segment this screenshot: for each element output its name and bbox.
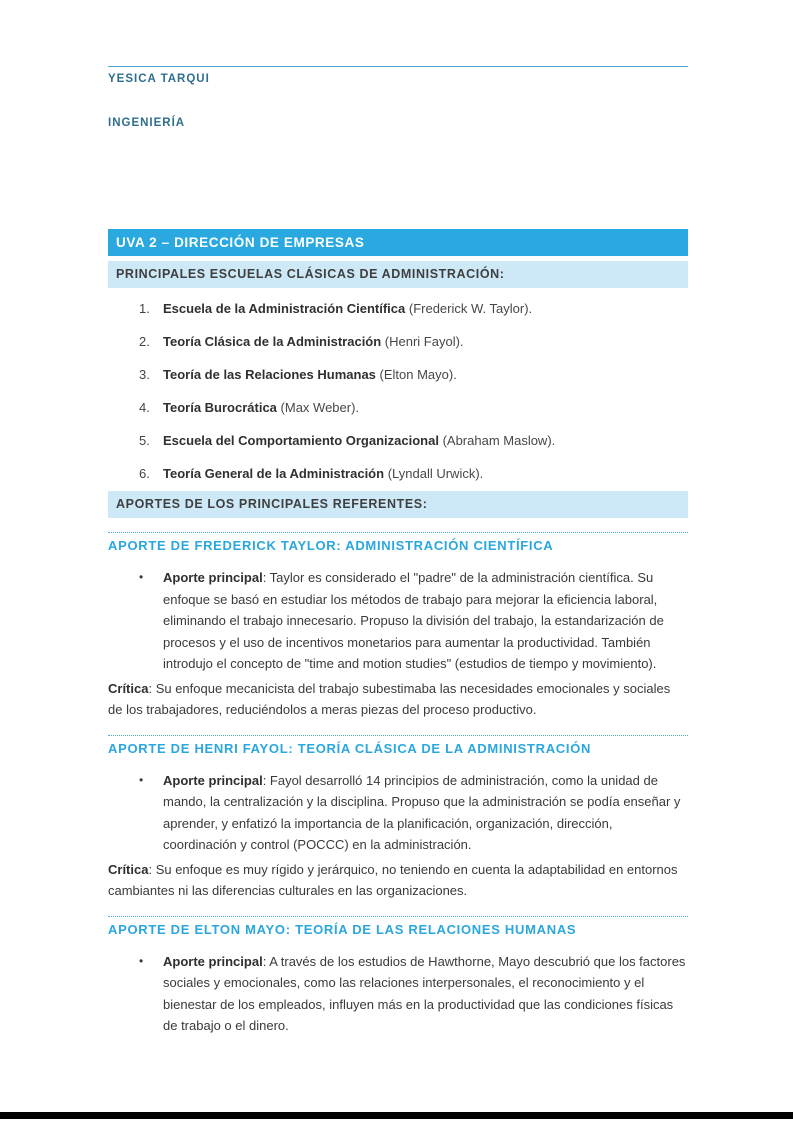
list-item-text (163, 364, 457, 386)
schools-list (108, 298, 688, 485)
critique-lead: Crítica (108, 861, 149, 877)
bullet-lead: Aporte principal (163, 570, 263, 585)
list-item (108, 430, 688, 452)
list-item (108, 298, 688, 320)
list-item-title: Teoría de las Relaciones Humanas (163, 367, 376, 382)
list-item-author: (Elton Mayo). (375, 367, 457, 382)
list-item-title: Escuela de la Administración Científica (163, 301, 406, 316)
aporte-section (108, 735, 688, 902)
list-item (108, 331, 688, 353)
critique-paragraph: Crítica: Su enfoque mecanicista del trabajo subestimaba las necesidades emocionales y sociales de los trabajadores, reduciéndolos a meras piezas del proceso productivo. (108, 680, 671, 717)
header-rule (108, 66, 688, 67)
list-item-title: Teoría General de la Administración (163, 466, 385, 481)
section-rule (108, 532, 688, 533)
section-heading: APORTE DE ELTON MAYO: TEORÍA DE LAS RELACIONES HUMANAS (108, 921, 577, 937)
sections-container (108, 532, 688, 1037)
references-banner: APORTES DE LOS PRINCIPALES REFERENTES: (108, 491, 688, 518)
section-heading: APORTE DE HENRI FAYOL: TEORÍA CLÁSICA DE LA ADMINISTRACIÓN (108, 740, 592, 756)
document-content (0, 66, 793, 1037)
bullet-lead: Aporte principal (163, 953, 263, 969)
list-item-title: Teoría Clásica de la Administración (163, 334, 382, 349)
list-item-number: 4. (139, 400, 150, 415)
list-item-text (163, 430, 555, 452)
schools-banner: PRINCIPALES ESCUELAS CLÁSICAS DE ADMINISTRACIÓN: (108, 261, 688, 288)
list-item-author: (Abraham Maslow). (438, 433, 556, 448)
list-item-author: (Frederick W. Taylor). (405, 301, 533, 316)
list-item-number: 1. (139, 301, 150, 316)
list-item-text (163, 331, 464, 353)
bullet-icon: • (139, 772, 144, 787)
list-item (108, 463, 688, 485)
section-rule (108, 916, 688, 917)
bullet-item (108, 951, 688, 1037)
aporte-section (108, 916, 688, 1037)
author-name: YESICA TARQUI (108, 73, 210, 85)
list-item-number: 6. (139, 466, 150, 481)
critique-lead: Crítica (108, 680, 149, 696)
list-item-text (163, 298, 532, 320)
list-item-text (163, 397, 359, 419)
list-item-author: (Lyndall Urwick). (384, 466, 484, 481)
main-title-banner: UVA 2 – DIRECCIÓN DE EMPRESAS (108, 229, 688, 256)
bullet-lead: Aporte principal (163, 772, 263, 788)
list-item-text (163, 463, 483, 485)
list-item-number: 5. (139, 433, 150, 448)
footer-bar (0, 1112, 793, 1119)
list-item (108, 364, 688, 386)
section-rule (108, 735, 688, 736)
list-item-number: 2. (139, 334, 150, 349)
list-item-number: 3. (139, 367, 150, 382)
department-name: INGENIERÍA (108, 117, 186, 129)
aporte-section (108, 532, 688, 721)
section-heading: APORTE DE FREDERICK TAYLOR: ADMINISTRACIÓN CIENTÍFICA (108, 538, 554, 553)
list-item (108, 397, 688, 419)
bullet-item (108, 567, 688, 675)
bullet-icon: • (139, 953, 144, 968)
bullet-icon: • (139, 570, 144, 584)
bullet-text: Aporte principal: Taylor es considerado el "padre" de la administración científica. Su enfoque se basó en estudiar los métodos de trabajo para mejorar la eficiencia laboral, eliminando el trabajo innecesario. Propuso la división del trabajo, la estandarización de procesos y el uso de incentivos monetarios para aumentar la productividad. También introdujo el concepto de "time and motion studies" (estudios de tiempo y movimiento). (163, 570, 664, 671)
list-item-author: (Henri Fayol). (381, 334, 464, 349)
bullet-text: Aporte principal: Fayol desarrolló 14 principios de administración, como la unidad de mando, la centralización y la disciplina. Propuso que la administración se podía enseñar y aprender, y enfatizó la importancia de la planificación, organización, dirección, coordinación y control (POCCC) en la administración. (163, 772, 681, 852)
critique-paragraph: Crítica: Su enfoque es muy rígido y jerárquico, no teniendo en cuenta la adaptabilidad en entornos cambiantes ni las diferencias culturales en las organizaciones. (108, 861, 678, 898)
list-item-author: (Max Weber). (276, 400, 360, 415)
bullet-item (108, 770, 688, 856)
bullet-text: Aporte principal: A través de los estudios de Hawthorne, Mayo descubrió que los factores sociales y emocionales, como las relaciones interpersonales, el reconocimiento y el bienestar de los empleados, influyen más en la productividad que las condiciones físicas de trabajo o el dinero. (163, 953, 686, 1033)
list-item-title: Teoría Burocrática (163, 400, 277, 415)
list-item-title: Escuela del Comportamiento Organizacional (163, 433, 439, 448)
